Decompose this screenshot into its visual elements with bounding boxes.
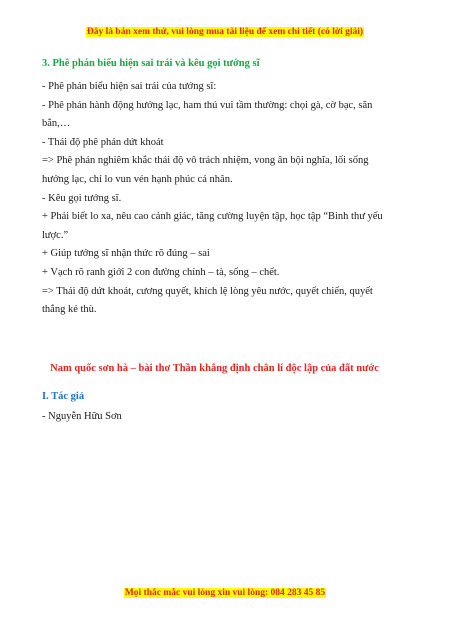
header-banner [0,27,450,37]
paragraph: + Phải biết lo xa, nêu cao cảnh giác, tăng cường luyện tập, học tập “Binh thư yếu lược.” [42,211,383,241]
paragraph: - Thái độ phê phán dứt khoát [42,136,164,148]
header-banner-text: Đây là bản xem thử, vui lòng mua tài liệu để xem chi tiết (có lời giải) [86,27,364,37]
paragraph: + Vạch rõ ranh giới 2 con đường chính – tà, sống – chết. [42,266,280,278]
paragraph: + Giúp tướng sĩ nhận thức rõ đúng – sai [42,248,210,260]
paragraph: => Thái độ dứt khoát, cương quyết, khích lệ lòng yêu nước, quyết chiến, quyết thắng kẻ thù. [42,285,373,316]
paragraph: - Kêu gọi tướng sĩ. [42,192,122,204]
footer-banner [0,588,450,598]
document-title: Nam quốc sơn hà – bài thơ Thần khẳng định chân lí độc lập của đất nước [50,362,379,374]
section-i-heading: I. Tác giả [42,390,85,402]
paragraph: - Nguyễn Hữu Sơn [42,410,122,422]
paragraph: - Phê phán biểu hiện sai trái của tướng sĩ: [42,81,217,92]
paragraph: => Phê phán nghiêm khắc thái độ vô trách nhiệm, vong ân bội nghĩa, lối sống hưởng lạc, chỉ lo vun vén hạnh phúc cá nhân. [42,155,369,185]
footer-banner-text: Mọi thắc mắc vui lòng xin vui lòng: 084 283 45 85 [124,588,326,598]
section-3-heading: 3. Phê phán biểu hiện sai trái và kêu gọi tướng sĩ [42,58,260,69]
paragraph: - Phê phán hành động hưởng lạc, ham thú vui tầm thường: chọi gà, cờ bạc, săn bắn,… [42,99,373,130]
document-body [42,57,387,426]
